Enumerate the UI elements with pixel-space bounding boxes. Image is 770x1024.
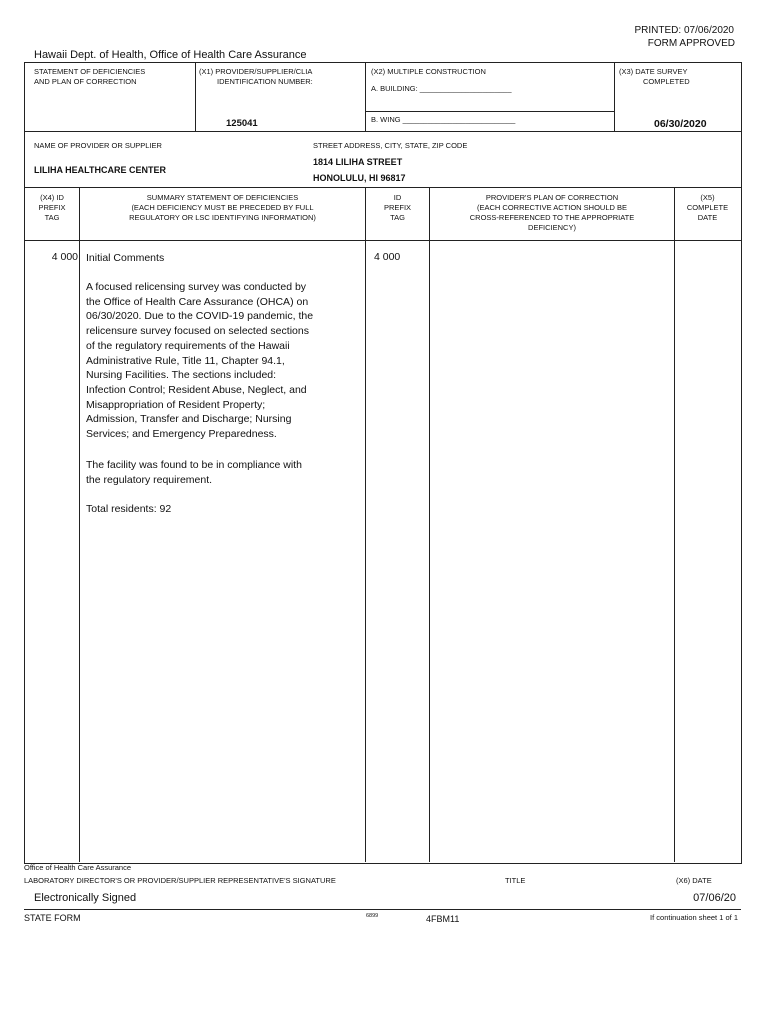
signature-value: Electronically Signed xyxy=(34,892,137,904)
tag-left: 4 000 xyxy=(51,251,78,263)
state-form-label: STATE FORM xyxy=(24,913,81,923)
signature-label: LABORATORY DIRECTOR'S OR PROVIDER/SUPPLIER REPRESENTATIVE'S SIGNATURE xyxy=(24,876,336,885)
event-id: 4FBM11 xyxy=(426,914,460,924)
paragraph-1: A focused relicensing survey was conducted by the Office of Health Care Assurance (OHCA) on 06/30/2020. Due to the COVID-19 pandemic, the relicensure survey focused on selected sections of the regulatory requirements of the Hawaii Administrative Rule, Title 11, Chapter 94.1, Nursing Facilities. The sections included: Infection Control; Resident Abuse, Neglect, and Misappropriation of Resident Property; Admission, Transfer and Discharge; Nursing Services; and Emergency Preparedness. xyxy=(86,281,314,441)
continuation-sheet: If continuation sheet 1 of 1 xyxy=(650,913,738,922)
tag-right: 4 000 xyxy=(374,251,401,263)
date-value: 07/06/20 xyxy=(693,892,736,904)
summary-header: SUMMARY STATEMENT OF DEFICIENCIES (EACH DEFICIENCY MUST BE PRECEDED BY FULL REGULATORY OR LSC IDENTIFYING INFORMATION) xyxy=(129,193,316,222)
rule-x1-left xyxy=(195,62,196,131)
x1-label-2: IDENTIFICATION NUMBER: xyxy=(217,77,313,86)
agency-title: Hawaii Dept. of Health, Office of Health Care Assurance xyxy=(34,49,307,61)
rule-col-id xyxy=(429,187,430,862)
x5-header: (X5) COMPLETE DATE xyxy=(686,193,729,222)
rule-columns-bottom xyxy=(24,240,741,241)
rule-provider-bottom xyxy=(24,187,741,188)
footer-office: Office of Health Care Assurance xyxy=(24,863,131,872)
paragraph-2: The facility was found to be in compliance with the regulatory requirement. xyxy=(86,459,302,486)
statement-label-1: STATEMENT OF DEFICIENCIES xyxy=(34,67,146,76)
id-header: ID PREFIX TAG xyxy=(383,193,412,222)
address-label: STREET ADDRESS, CITY, STATE, ZIP CODE xyxy=(313,141,468,150)
rule-header-bottom xyxy=(24,131,741,132)
rule-x3-left xyxy=(614,62,615,131)
form-approved: FORM APPROVED xyxy=(647,38,735,49)
paragraph-3: Total residents: 92 xyxy=(86,503,172,515)
provider-name-label: NAME OF PROVIDER OR SUPPLIER xyxy=(34,141,162,150)
x4-header: (X4) ID PREFIX TAG xyxy=(38,193,66,222)
x2-wing: B. WING ___________________________ xyxy=(371,115,516,124)
form-code: 6899 xyxy=(366,913,379,919)
plan-header: PROVIDER'S PLAN OF CORRECTION (EACH CORRECTIVE ACTION SHOULD BE CROSS-REFERENCED TO THE APPROPRIATE DEFICIENCY) xyxy=(469,193,635,232)
address-line-2: HONOLULU, HI 96817 xyxy=(313,173,406,183)
x2-building: A. BUILDING: ______________________ xyxy=(371,84,512,93)
rule-col-summary xyxy=(365,187,366,862)
rule-col-x4 xyxy=(79,187,80,862)
printed-date: PRINTED: 07/06/2020 xyxy=(634,25,734,36)
x1-value: 125041 xyxy=(226,118,258,129)
x6-date-label: (X6) DATE xyxy=(676,876,712,885)
rule-building-wing xyxy=(365,111,614,112)
x2-label: (X2) MULTIPLE CONSTRUCTION xyxy=(371,67,486,76)
x3-value: 06/30/2020 xyxy=(654,118,707,130)
statement-label-2: AND PLAN OF CORRECTION xyxy=(34,77,137,86)
x1-label-1: (X1) PROVIDER/SUPPLIER/CLIA xyxy=(199,67,313,76)
x3-label-2: COMPLETED xyxy=(643,77,690,86)
address-line-1: 1814 LILIHA STREET xyxy=(313,157,403,167)
provider-name: LILIHA HEALTHCARE CENTER xyxy=(34,165,166,175)
title-label: TITLE xyxy=(505,876,526,885)
entry-title: Initial Comments xyxy=(86,252,165,264)
rule-x2-left xyxy=(365,62,366,131)
rule-col-plan xyxy=(674,187,675,862)
x3-label-1: (X3) DATE SURVEY xyxy=(619,67,688,76)
footer-rule xyxy=(24,909,741,910)
